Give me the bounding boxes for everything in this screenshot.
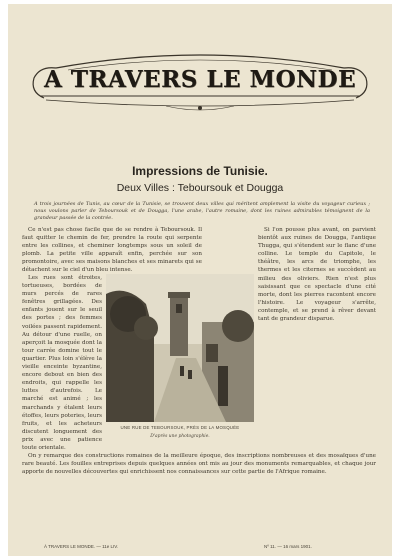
text-column-right xyxy=(258,226,376,470)
paragraph: Les rues sont étroites, tortueuses, bordées de murs percés de rares fenêtres grillagées. Des enfants jouent sur le seuil des portes ; des femmes voilées passent rapidement. Au détour d'une ruelle, on aperçoit la mosquée dont la tour carrée domine tout le quartier. Plus loin s'élève la vieille enceinte byzantine, encore debout en bien des endroits, qui rappelle les luttes d'autrefois. Le marché est animé ; les marchands y étalent leurs étoffes, leurs poteries, leurs fruits, et les acheteurs discutent longuement des prix avec une patience toute orientale. xyxy=(22,275,102,451)
article-intro: A trois journées de Tunis, au cœur de la Tunisie, se trouvent deux villes qui méritent amplement la visite du voyageur curieux ; nous voulons parler de Teboursouk et de Dougga, l'une arabe, l'autre romaine, dont les ruines admirables témoignent de la grandeur passée de la contrée. xyxy=(34,201,370,221)
street-photo xyxy=(106,274,254,422)
text-column-left xyxy=(22,274,102,470)
text-column-left-top xyxy=(22,226,202,272)
street-photo-illustration xyxy=(106,274,254,422)
text-column-bottom xyxy=(22,452,376,538)
article-title: Impressions de Tunisie. xyxy=(132,164,268,178)
masthead-title: A TRAVERS LE MONDE xyxy=(43,66,357,93)
footer-left: À TRAVERS LE MONDE. — 11e LIV. xyxy=(44,544,119,549)
paragraph: On y remarque des constructions romaines de la meilleure époque, des inscriptions nombreuses et des mosaïques d'une rare beauté. Les fouilles entreprises depuis quelques années ont mis au jour des monuments remarquables, et chaque jour apporte de nouvelles découvertes qui enrichissent nos connaissances sur cette partie de l'Afrique romaine. xyxy=(22,453,376,476)
footer-right: Nº 11. — 16 mars 1901. xyxy=(264,544,312,549)
paragraph: Si l'on pousse plus avant, on parvient bientôt aux ruines de Dougga, l'antique Thugga, qui s'étendent sur le flanc d'une colline. Le temple du Capitole, le théâtre, les arcs de triomphe, les thermes et les citernes se succèdent au milieu des oliviers. Rien n'est plus saisissant que ce spectacle d'une cité morte, dont les pierres racontent encore l'histoire. Le voyageur s'arrête, contemple, et se prend à rêver devant tant de grandeur disparue. xyxy=(258,227,376,323)
masthead xyxy=(16,48,384,118)
photo-credit: D'après une photographie. xyxy=(150,434,210,439)
photo-caption: UNE RUE DE TEBOURSOUK, PRÈS DE LA MOSQUÉE xyxy=(120,425,240,430)
article-subtitle: Deux Villes : Teboursouk et Dougga xyxy=(116,182,284,194)
paragraph: Ce n'est pas chose facile que de se rendre à Teboursouk. Il faut quitter le chemin de fer, prendre la route qui serpente entre les collines, et cheminer longtemps sous un soleil de plomb. La petite ville apparaît enfin, perchée sur son promontoire, avec ses maisons blanches et ses minarets qui se détachent sur le ciel d'un bleu intense. xyxy=(22,227,202,272)
magazine-page xyxy=(8,4,392,556)
